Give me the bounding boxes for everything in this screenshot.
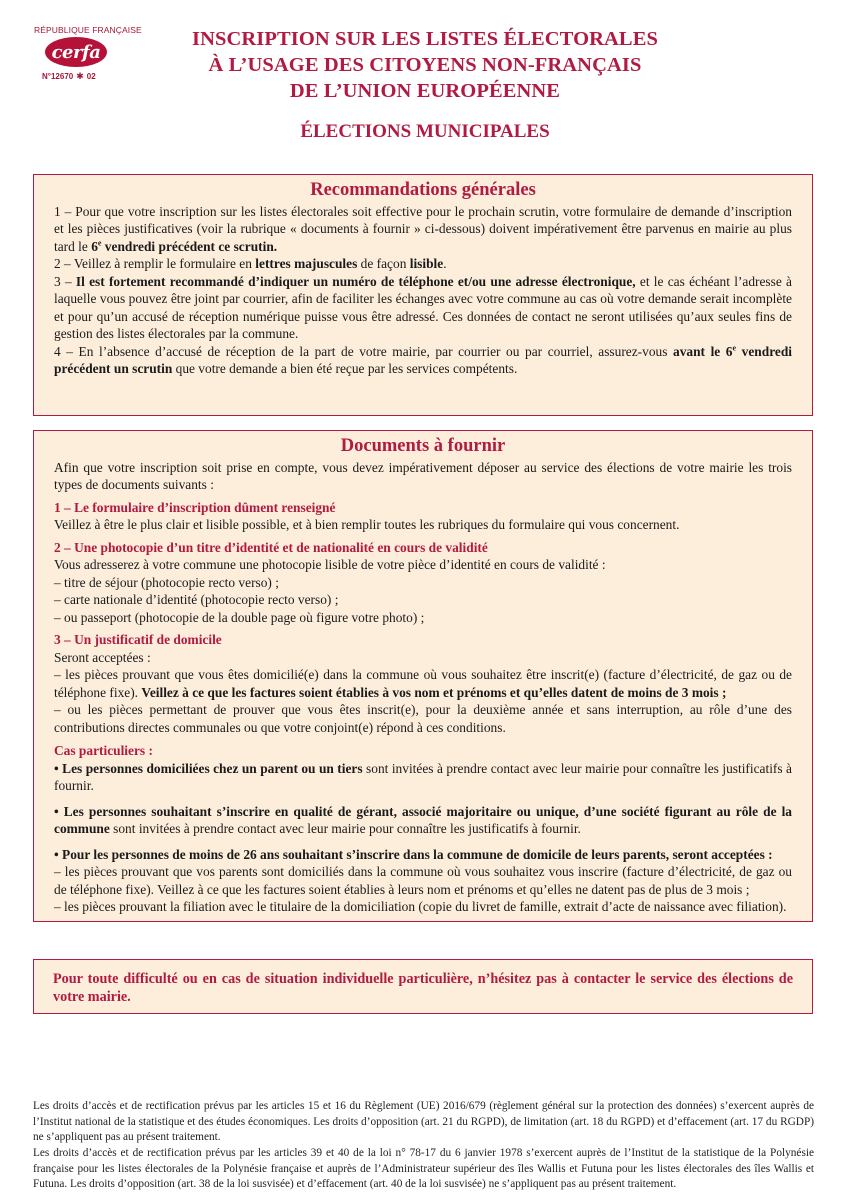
republique-label: RÉPUBLIQUE FRANÇAISE bbox=[34, 25, 142, 35]
section-1-title: 1 – Le formulaire d’inscription dûment renseigné bbox=[54, 499, 336, 515]
list-item: – les pièces prouvant que vous êtes domicilié(e) dans la commune où vous souhaitez être inscrit(e) (facture d’électricité, de gaz ou de téléphone fixe). Veillez à ce que les factures soient établies à vos nom et prénoms et qu’elles datent de moins de 3 mois ; bbox=[54, 667, 792, 700]
form-number bbox=[42, 71, 96, 82]
reco-item-3: 3 – Il est fortement recommandé d’indiquer un numéro de téléphone et/ou une adresse électronique, et le cas échéant l’adresse à laquelle vous pouvez être joint par courrier, afin de faciliter les échanges avec votre commune au cas où votre demande serait incomplète et pour qu’un accusé de réception numérique puisse vous être adressé. Ces données de contact ne seront utilisées qu’aux seules fins de gestion des listes électorales par la commune. bbox=[54, 273, 792, 341]
section-1-text: Veillez à être le plus clair et lisible possible, et à bien remplir toutes les rubriques du formulaire qui vous concernent. bbox=[54, 517, 680, 532]
section-3-title: 3 – Un justificatif de domicile bbox=[54, 632, 222, 647]
title-line: À L’USAGE DES CITOYENS NON-FRANÇAIS bbox=[208, 54, 642, 76]
reco-item-2: 2 – Veillez à remplir le formulaire en lettres majuscules de façon lisible. bbox=[54, 256, 447, 271]
cas-item-1: • Les personnes domiciliées chez un parent ou un tiers sont invitées à prendre contact avec leur mairie pour connaître les justificatifs à fournir. bbox=[54, 760, 792, 793]
recommandations-title: Recommandations générales bbox=[310, 180, 536, 200]
help-text: Pour toute difficulté ou en cas de situation individuelle particulière, n’hésitez pas à contacter le service des élections de votre mairie. bbox=[53, 971, 793, 1005]
title-line: INSCRIPTION SUR LES LISTES ÉLECTORALES bbox=[192, 28, 658, 50]
cas-item-2: • Les personnes souhaitant s’inscrire en qualité de gérant, associé majoritaire ou unique, d’une société figurant au rôle de la commune sont invitées à prendre contact avec leur mairie pour connaître les justificatifs à fournir. bbox=[54, 803, 792, 836]
documents-title: Documents à fournir bbox=[340, 436, 506, 456]
list-item: – ou les pièces permettant de prouver que vous êtes inscrit(e), pour la deuxième année et sans interruption, au rôle d’une des contributions directes communales ou que votre conjoint(e) répond à ces conditions. bbox=[54, 702, 792, 735]
list-item: – titre de séjour (photocopie recto verso) ; bbox=[54, 574, 279, 590]
section-2-title: 2 – Une photocopie d’un titre d’identité et de nationalité en cours de validité bbox=[54, 539, 488, 555]
documents-box bbox=[33, 430, 813, 922]
reco-item-1: 1 – Pour que votre inscription sur les listes électorales soit effective pour le prochain scrutin, votre formulaire de demande d’inscription et les pièces justificatives (voir la rubrique « documents à fournir » ci-dessous) doivent impérativement être parvenus en mairie au plus tard le 6e vendredi précédent ce scrutin. bbox=[54, 203, 792, 254]
page-subtitle: ÉLECTIONS MUNICIPALES bbox=[300, 121, 550, 142]
title-line: DE L’UNION EUROPÉENNE bbox=[289, 80, 561, 102]
recommandations-box bbox=[33, 174, 813, 416]
cerfa-logo bbox=[45, 37, 107, 67]
list-item: – ou passeport (photocopie de la double page où figure votre photo) ; bbox=[54, 609, 425, 625]
section-3-intro: Seront acceptées : bbox=[54, 649, 151, 665]
list-item: – carte nationale d’identité (photocopie recto verso) ; bbox=[54, 592, 339, 607]
cas-particuliers-title: Cas particuliers : bbox=[54, 743, 153, 758]
section-2-intro: Vous adresserez à votre commune une photocopie lisible de votre pièce d’identité en cours de validité : bbox=[54, 557, 606, 572]
form-number-prefix: N°12670 bbox=[42, 72, 74, 81]
cerfa-logo-text: cerfa bbox=[51, 41, 101, 63]
list-item: – les pièces prouvant la filiation avec le titulaire de la domiciliation (copie du livret de famille, extrait d’acte de naissance avec filiation). bbox=[54, 899, 787, 914]
list-item: – les pièces prouvant que vos parents sont domiciliés dans la commune où vous souhaitez vous inscrire (facture d’électricité, de gaz ou de téléphone fixe). Veillez à ce que les factures soient établies à leurs nom et prénoms et qu’elles ne datent pas de plus de 3 mois ; bbox=[54, 864, 792, 897]
help-box bbox=[33, 959, 813, 1014]
form-number-suffix: 02 bbox=[86, 72, 96, 81]
reco-item-4: 4 – En l’absence d’accusé de réception de la part de votre mairie, par courrier ou par courriel, assurez-vous avant le 6e vendredi précédent un scrutin que votre demande a bien été reçue par les services compétents. bbox=[54, 343, 793, 376]
cas-item-3: • Pour les personnes de moins de 26 ans souhaitant s’inscrire dans la commune de domicile de leurs parents, seront acceptées : bbox=[54, 846, 773, 862]
legal-notice-1: Les droits d’accès et de rectification prévus par les articles 15 et 16 du Règlement (UE) 2016/679 (règlement général sur la protection des données) s’exercent auprès de l’Institut national de la statistique et des études économiques. Les droits d’opposition (art. 21 du RGPD), de limitation (art. 18 du RGPD) et d’effacement (art. 17 du RGDP) ne s’appliquent pas au présent traitement. bbox=[33, 1100, 814, 1143]
legal-notice-2: Les droits d’accès et de rectification prévus par les articles 39 et 40 de la loi n° 78-17 du 6 janvier 1978 s’exercent auprès de l’Institut de la statistique de la Polynésie française pour les listes électorales de la Polynésie française et auprès de l’Administrateur supérieur des îles Wallis et Futuna pour les listes électorales des îles Wallis et Futuna. Les droits d’opposition (art. 38 de la loi susvisée) et d’effacement (art. 40 de la loi susvisée) ne s’appliquent pas au présent traitement. bbox=[33, 1147, 814, 1190]
page-title bbox=[150, 26, 700, 143]
star-icon: ✱ bbox=[76, 71, 84, 81]
documents-intro: Afin que votre inscription soit prise en compte, vous devez impérativement déposer au service des élections de votre mairie les trois types de documents suivants : bbox=[54, 459, 792, 492]
